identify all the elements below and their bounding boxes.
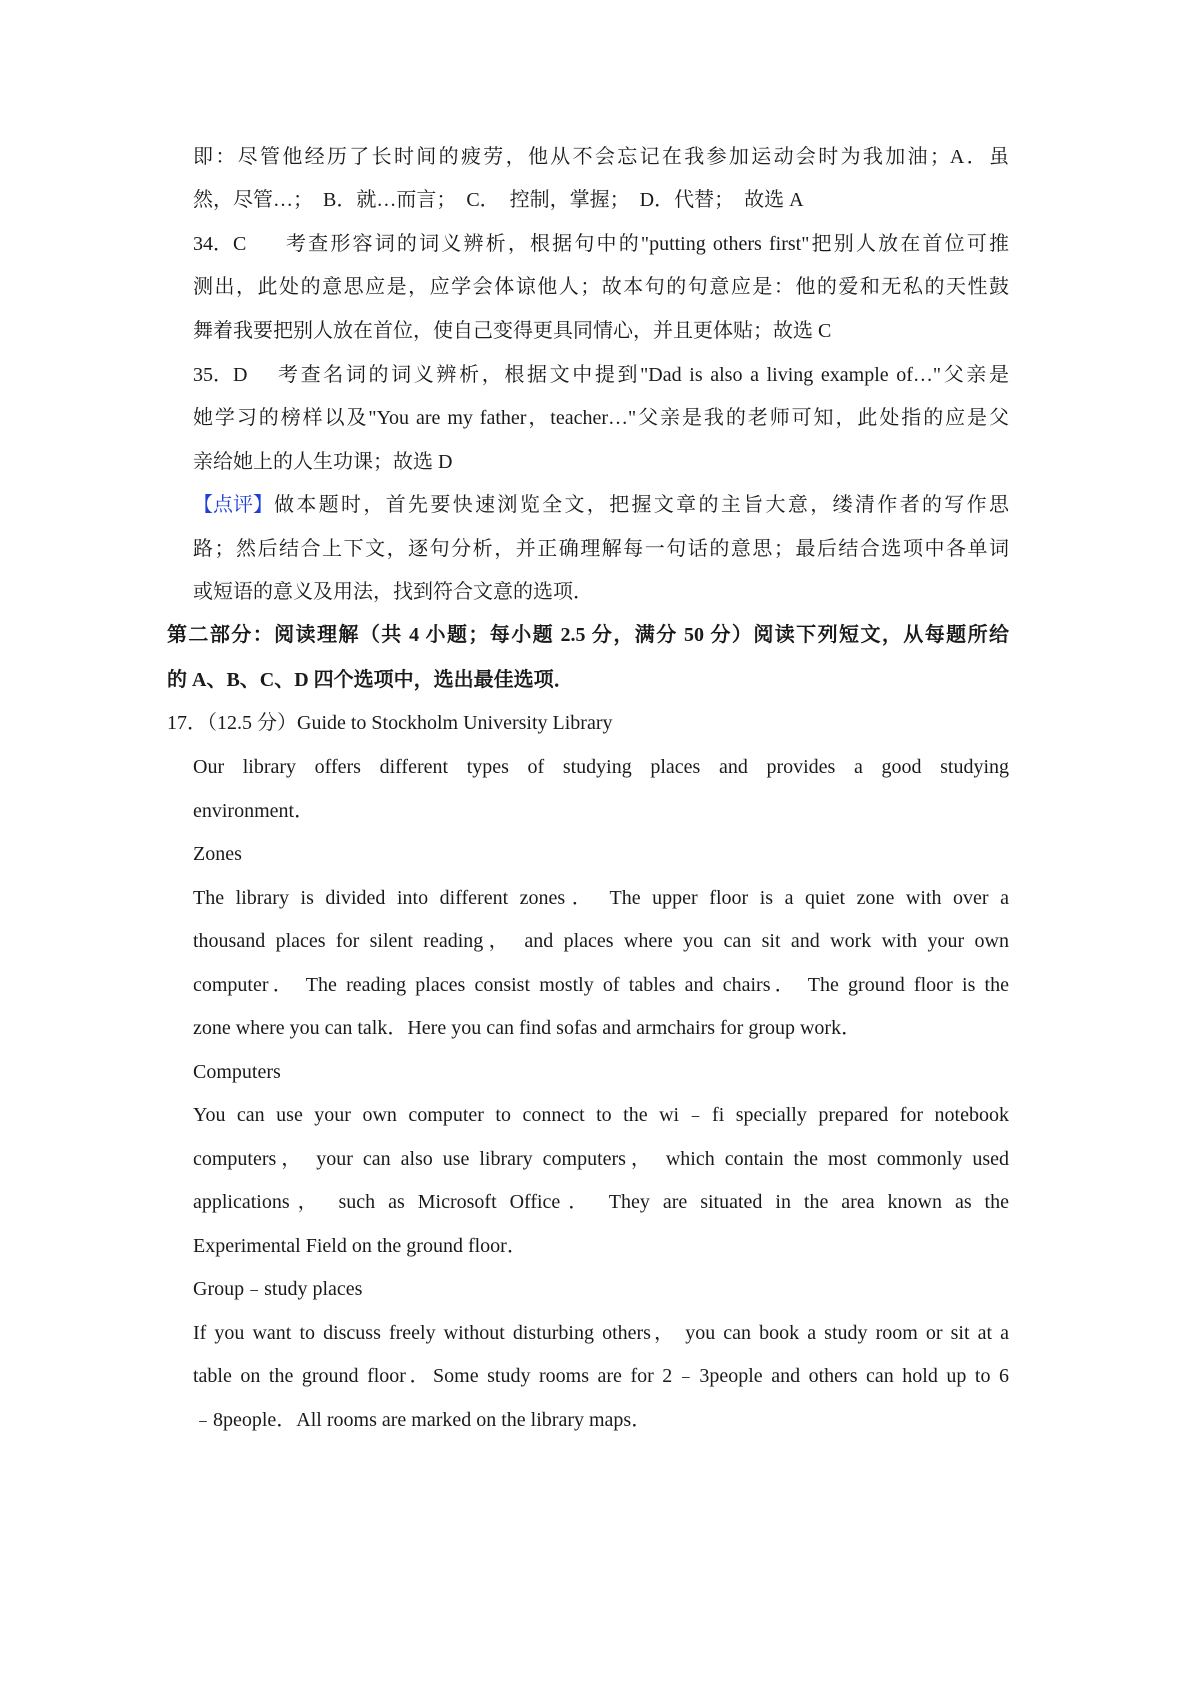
q33-explanation-line-2: 然，尽管…； B．就…而言； C． 控制，掌握； D．代替； 故选 A <box>193 189 804 211</box>
group-study-line-3: ﹣8people．All rooms are marked on the library maps． <box>193 1409 652 1431</box>
q35-explanation-line-2: 她学习的榜样以及"You are my father，teacher…"父亲是我的老师可知，此处指的应是父 <box>193 407 1009 429</box>
q17-title: 17．（12.5 分）Guide to Stockholm University Library <box>167 712 613 734</box>
group-study-line-1: If you want to discuss freely without disturbing others， you can book a study room or sit at a <box>193 1322 1009 1344</box>
computers-line-2: computers， your can also use library computers， which contain the most commonly used <box>193 1148 1009 1170</box>
q34-answer: 34．C <box>193 233 247 255</box>
group-study-heading: Group﹣study places <box>193 1278 363 1300</box>
computers-line-4: Experimental Field on the ground floor． <box>193 1235 527 1257</box>
q35-explanation-line-3: 亲给她上的人生功课；故选 D <box>193 451 453 473</box>
zones-heading: Zones <box>193 843 242 865</box>
computers-line-3: applications， such as Microsoft Office． They are situated in the area known as the <box>193 1191 1009 1213</box>
comment-line-2: 路；然后结合上下文，逐句分析，并正确理解每一句话的意思；最后结合选项中各单词 <box>193 538 1009 560</box>
q34-explanation-line-3: 舞着我要把别人放在首位，使自己变得更具同情心，并且更体贴；故选 C <box>193 320 832 342</box>
intro-line-2: environment． <box>193 800 315 822</box>
q33-explanation-line-1: 即：尽管他经历了长时间的疲劳，他从不会忘记在我参加运动会时为我加油；A．虽 <box>193 146 1009 168</box>
computers-heading: Computers <box>193 1061 281 1083</box>
q35-explanation-line-1: 考查名词的词义辨析，根据文中提到"Dad is also a living example of…"父亲是 <box>278 364 1009 386</box>
comment-line-3: 或短语的意义及用法，找到符合文意的选项． <box>193 581 593 603</box>
part2-instructions-line-1: 第二部分：阅读理解（共 4 小题；每小题 2.5 分，满分 50 分）阅读下列短文，从每题所给 <box>167 624 1009 646</box>
group-study-line-2: table on the ground floor．Some study rooms are for 2﹣3people and others can hold up to 6 <box>193 1365 1009 1387</box>
comment-line-1: 做本题时，首先要快速浏览全文，把握文章的主旨大意，缕清作者的写作思 <box>274 494 1009 516</box>
zones-line-2: thousand places for silent reading， and places where you can sit and work with your own <box>193 930 1009 952</box>
q35-answer: 35．D <box>193 364 248 386</box>
part2-instructions-line-2: 的 A、B、C、D 四个选项中，选出最佳选项． <box>167 669 574 691</box>
zones-line-3: computer． The reading places consist mostly of tables and chairs． The ground floor is the <box>193 974 1009 996</box>
comment-tag: 【点评】 <box>193 494 273 516</box>
q34-explanation-line-1: 考查形容词的词义辨析，根据句中的"putting others first"把别人放在首位可推 <box>286 233 1009 255</box>
zones-line-1: The library is divided into different zones． The upper floor is a quiet zone with over a <box>193 887 1009 909</box>
q34-explanation-line-2: 测出，此处的意思应是，应学会体谅他人；故本句的句意应是：他的爱和无私的天性鼓 <box>193 276 1009 298</box>
zones-line-4: zone where you can talk．Here you can find sofas and armchairs for group work． <box>193 1017 862 1039</box>
intro-line-1: Our library offers different types of studying places and provides a good studying <box>193 756 1009 778</box>
computers-line-1: You can use your own computer to connect to the wi﹣fi specially prepared for notebook <box>193 1104 1009 1126</box>
